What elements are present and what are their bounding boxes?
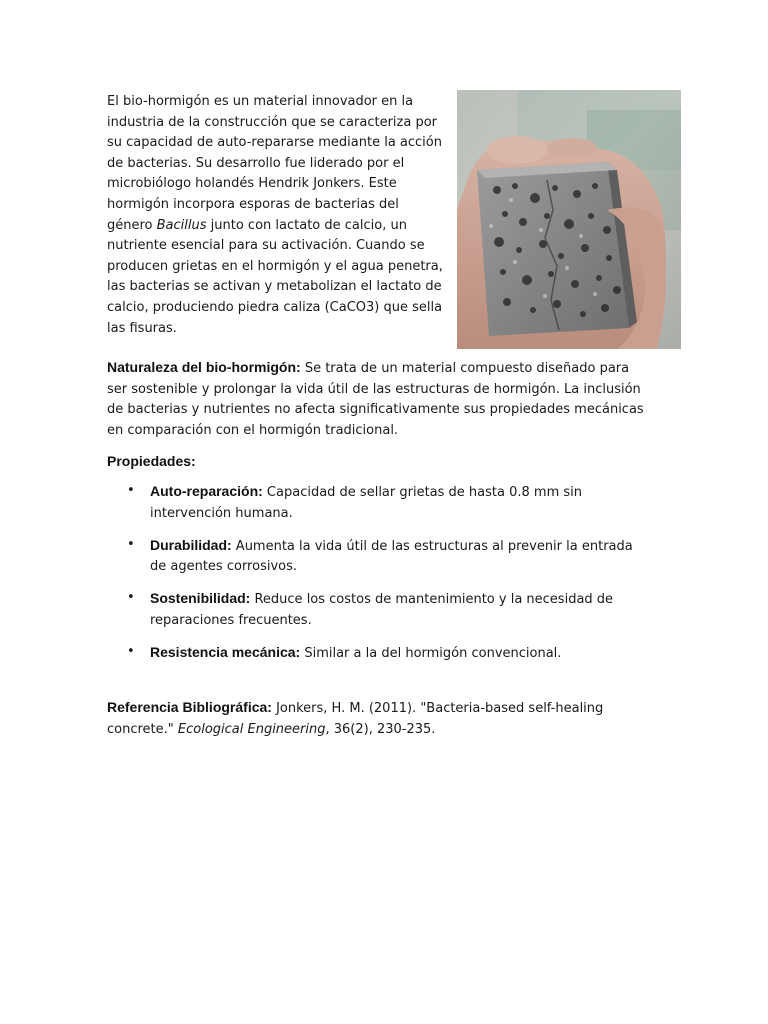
bullet-mark: • [127,483,135,498]
list-item [107,535,640,578]
referencia-text: Jonkers, H. M. (2011). "Bacteria-based self-healing concrete." [107,701,604,737]
intro-genus: Bacillus [156,217,207,233]
concrete-sample-photo [457,90,681,349]
propiedades-list [107,481,647,675]
intro-paragraph [107,92,447,339]
propiedades-title-paragraph [107,451,647,474]
referencia-heading: Referencia Bibliográfica: [107,699,272,715]
bullet-mark: • [127,644,135,660]
property-label: Sostenibilidad: [150,590,251,607]
bullet-mark: • [127,536,135,552]
list-item [107,642,640,665]
property-label: Resistencia mecánica: [150,644,301,661]
naturaleza-paragraph [107,357,647,441]
intro-text-part1: El bio-hormigón es un material innovador en la industria de la construcción que se caracteriza por su capacidad de auto-repararse mediante la acción de bacterias. Su desarrollo fue liderado por el microbiólogo holandés Hendrik Jonkers. Este hormigón incorpora esporas de bacterias del género [107,94,442,233]
property-text: Reduce los costos de mantenimiento y la necesidad de reparaciones frecuentes. [150,592,614,628]
property-text: Similar a la del hormigón convencional. [300,646,562,662]
property-label: Durabilidad: [150,536,232,553]
list-item [107,588,640,631]
list-item [107,481,640,524]
referencia-details: , 36(2), 230-235. [325,721,436,737]
propiedades-heading: Propiedades: [107,453,196,469]
naturaleza-heading: Naturaleza del bio-hormigón: [107,359,301,375]
property-label: Auto-reparación: [150,483,263,499]
property-text: Aumenta la vida útil de las estructuras al prevenir la entrada de agentes corrosivos. [150,538,633,575]
bullet-mark: • [127,590,135,606]
referencia-journal: Ecological Engineering [177,721,326,737]
property-text: Capacidad de sellar grietas de hasta 0.8 mm sin intervención humana. [150,485,582,521]
referencia-paragraph [107,697,647,740]
naturaleza-text: Se trata de un material compuesto diseñado para ser sostenible y prolongar la vida útil de las estructuras de hormigón. La inclusión de bacterias y nutrientes no afecta significativamente sus propiedades mecánicas en comparación con el hormigón tradicional. [107,361,644,438]
intro-text-part2: junto con lactato de calcio, un nutriente esencial para su activación. Cuando se producen grietas en el hormigón y el agua penetra, las bacterias se activan y metabolizan el lactato de calcio, produciendo piedra caliza (CaCO3) que sella las fisuras. [107,217,443,336]
